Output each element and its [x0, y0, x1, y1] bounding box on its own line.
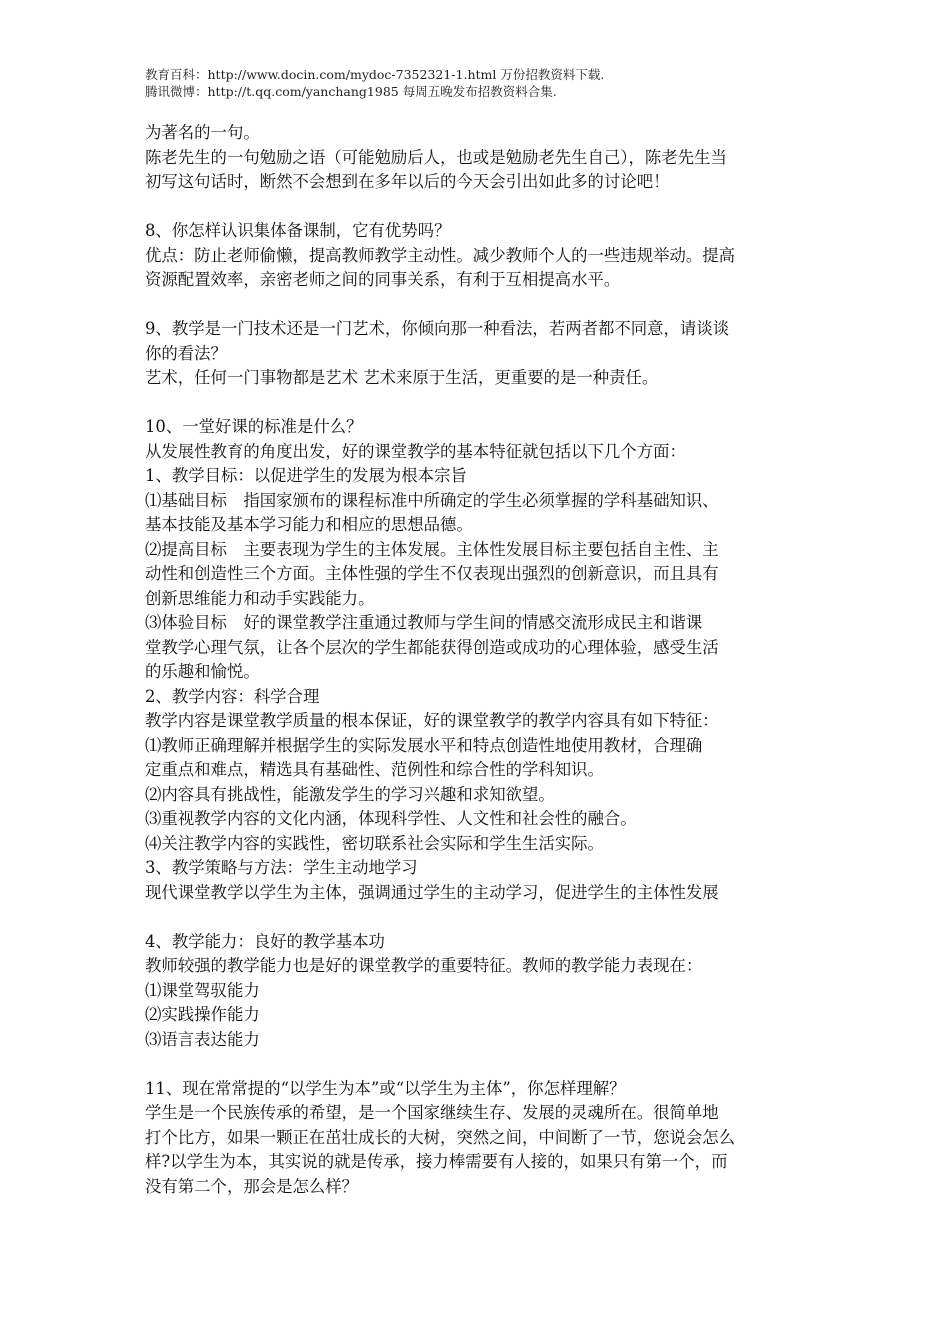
text-line: 创新思维能力和动手实践能力。: [145, 588, 375, 608]
blank-line: [145, 195, 817, 220]
text-line: 基本技能及基本学习能力和相应的思想品德。: [145, 515, 473, 534]
text-line: 学生是一个民族传承的希望，是一个国家继续生存、发展的灵魂所在。很简单地: [145, 1103, 719, 1122]
text-line: 优点：防止老师偷懒，提高教师教学主动性。减少教师个人的一些违规举动。提高: [145, 245, 736, 265]
text-line: ⑶重视教学内容的文化内涵，体现科学性、人文性和社会性的融合。: [145, 809, 637, 828]
text-line: ⑶语言表达能力: [145, 1029, 260, 1049]
text-line: 样?以学生为本，其实说的就是传承，接力棒需要有人接的，如果只有第一个，而: [145, 1152, 728, 1171]
text-line: 陈老先生的一句勉励之语（可能勉励后人，也或是勉励老先生自己），陈老先生当: [145, 147, 727, 167]
text-line: ⑴基础目标 指国家颁布的课程标准中所确定的学生必须掌握的学科基础知识、: [145, 490, 719, 510]
text-line: ⑵提高目标 主要表现为学生的主体发展。主体性发展目标主要包括自主性、主: [145, 539, 719, 559]
text-line: 的乐趣和愉悦。: [145, 662, 260, 681]
text-line: 11、现在常常提的“以学生为本”或“以学生为主体”，你怎样理解？: [145, 1078, 626, 1098]
blank-line: [145, 1052, 817, 1077]
text-line: ⑴教师正确理解并根据学生的实际发展水平和特点创造性地使用教材，合理确: [145, 735, 703, 755]
text-line: ⑶体验目标 好的课堂教学注重通过教师与学生间的情感交流形成民主和谐课: [145, 613, 703, 632]
text-line: 现代课堂教学以学生为主体，强调通过学生的主动学习，促进学生的主体性发展: [145, 882, 719, 902]
text-line: 8、你怎样认识集体备课制，它有优势吗？: [145, 221, 451, 240]
text-line: ⑴课堂驾驭能力: [145, 980, 260, 1000]
text-line: 定重点和难点，精选具有基础性、范例性和综合性的学科知识。: [145, 760, 604, 779]
text-line: 2、教学内容：科学合理: [145, 686, 320, 706]
text-line: 资源配置效率，亲密老师之间的同事关系，有利于互相提高水平。: [145, 270, 621, 289]
text-line: ⑵实践操作能力: [145, 1005, 260, 1024]
text-line: 动性和创造性三个方面。主体性强的学生不仅表现出强烈的创新意识，而且具有: [145, 564, 719, 583]
text-line: 为著名的一句。: [145, 123, 260, 142]
text-line: 你的看法？: [145, 343, 227, 363]
text-line: 堂教学心理气氛，让各个层次的学生都能获得创造或成功的心理体验，感受生活: [145, 637, 719, 657]
text-line: 教师较强的教学能力也是好的课堂教学的重要特征。教师的教学能力表现在：: [145, 956, 703, 975]
text-line: 艺术，任何一门事物都是艺术 艺术来原于生活，更重要的是一种责任。: [145, 368, 659, 387]
text-line: 打个比方，如果一颗正在茁壮成长的大树，突然之间，中间断了一节，您说会怎么: [145, 1127, 736, 1147]
text-line: 初写这句话时，断然不会想到在多年以后的今天会引出如此多的讨论吧！: [145, 172, 670, 191]
text-line: ⑵内容具有挑战性，能激发学生的学习兴趣和求知欲望。: [145, 784, 555, 804]
text-line: 从发展性教育的角度出发，好的课堂教学的基本特征就包括以下几个方面：: [145, 441, 686, 461]
text-line: 没有第二个，那会是怎么样？: [145, 1176, 359, 1196]
text-line: 3、教学策略与方法：学生主动地学习: [145, 858, 418, 877]
text-line: 1、教学目标：以促进学生的发展为根本宗旨: [145, 466, 467, 485]
document-body: [145, 121, 817, 1199]
header-line-1: 教育百科：http://www.docin.com/mydoc-7352321-1.html 万份招教资料下载.: [145, 67, 605, 82]
text-line: 9、教学是一门技术还是一门艺术，你倾向那一种看法，若两者都不同意，请谈谈: [145, 319, 730, 338]
header-line-2: 腾讯微博：http://t.qq.com/yanchang1985 每周五晚发布招教资料合集.: [145, 84, 557, 99]
page-header: [145, 66, 604, 100]
blank-line: [145, 293, 817, 318]
text-line: 4、教学能力：良好的教学基本功: [145, 931, 385, 951]
text-line: 10、一堂好课的标准是什么？: [145, 417, 363, 436]
text-line: ⑷关注教学内容的实践性，密切联系社会实际和学生生活实际。: [145, 833, 604, 853]
blank-line: [145, 391, 817, 416]
blank-line: [145, 905, 817, 930]
text-line: 教学内容是课堂教学质量的根本保证，好的课堂教学的教学内容具有如下特征：: [145, 711, 719, 730]
